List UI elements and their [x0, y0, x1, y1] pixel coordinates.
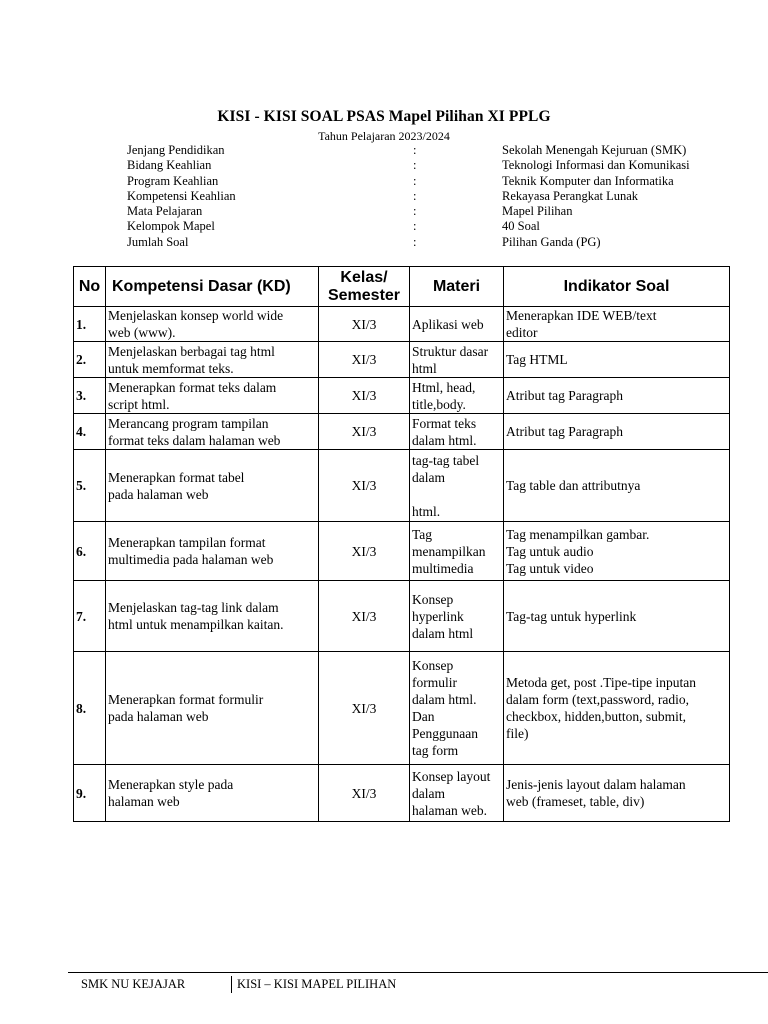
- indikator-soal-line: Atribut tag Paragraph: [506, 424, 623, 439]
- materi-line: Html, head,: [412, 379, 476, 395]
- materi-line: dalam: [412, 785, 445, 801]
- meta-row: [127, 174, 747, 189]
- footer-document-name: KISI – KISI MAPEL PILIHAN: [237, 977, 397, 991]
- indikator-soal-line: dalam form (text,password, radio,: [506, 692, 689, 707]
- header-kelas: Kelas/: [340, 268, 388, 286]
- meta-separator: :: [413, 219, 417, 234]
- meta-info: [127, 143, 747, 250]
- kelas-semester-cell: XI/3: [319, 307, 410, 342]
- indikator-soal-line: Tag-tag untuk hyperlink: [506, 608, 637, 624]
- materi-cell: [410, 378, 504, 414]
- table-row: [74, 307, 730, 342]
- indikator-soal-line: Metoda get, post .Tipe-tipe inputan: [506, 675, 696, 690]
- meta-separator: :: [413, 204, 417, 219]
- footer-rule: [68, 972, 768, 973]
- materi-cell: [410, 414, 504, 450]
- table-row: [74, 342, 730, 378]
- meta-label: Jumlah Soal: [127, 234, 189, 249]
- kompetensi-dasar-line: Menerapkan format teks dalam: [108, 379, 277, 395]
- indikator-soal-line: Tag untuk audio: [506, 543, 594, 559]
- kompetensi-dasar-cell: [106, 581, 319, 652]
- indikator-soal-line: Tag HTML: [506, 352, 568, 367]
- table-row: [74, 652, 730, 765]
- kompetensi-dasar-line: web (www).: [108, 325, 176, 340]
- meta-separator: :: [413, 173, 417, 188]
- kompetensi-dasar-line: Menjelaskan konsep world wide: [108, 308, 284, 323]
- materi-line: hyperlink: [412, 608, 464, 624]
- materi-line: formulir: [412, 675, 457, 690]
- header-kompetensi-dasar: Kompetensi Dasar (KD): [106, 267, 319, 307]
- header-materi: Materi: [410, 267, 504, 307]
- materi-line: dalam: [412, 469, 445, 485]
- meta-value: Rekayasa Perangkat Lunak: [502, 188, 639, 203]
- kompetensi-dasar-line: pada halaman web: [108, 486, 209, 502]
- meta-separator: :: [413, 234, 417, 249]
- kompetensi-dasar-cell: [106, 307, 319, 342]
- table-row: [74, 378, 730, 414]
- indikator-soal-line: web (frameset, table, div): [506, 794, 645, 809]
- materi-line: [412, 486, 501, 503]
- meta-label: Kelompok Mapel: [127, 219, 215, 234]
- indikator-soal-line: Menerapkan IDE WEB/text: [506, 308, 657, 323]
- indikator-soal-line: checkbox, hidden,button, submit,: [506, 709, 686, 724]
- indikator-soal-line: editor: [506, 325, 538, 340]
- meta-row: [127, 143, 747, 158]
- indikator-soal-cell: [504, 414, 730, 450]
- header-no: No: [74, 267, 106, 307]
- table-row: [74, 450, 730, 522]
- meta-value: Mapel Pilihan: [502, 204, 573, 219]
- materi-line: html.: [412, 503, 441, 519]
- header-kelas-semester: [319, 267, 410, 307]
- materi-line: tag-tag tabel: [412, 452, 480, 468]
- indikator-soal-cell: [504, 765, 730, 822]
- meta-row: [127, 189, 747, 204]
- materi-cell: [410, 342, 504, 378]
- materi-cell: [410, 450, 504, 522]
- meta-row: [127, 235, 747, 250]
- kompetensi-dasar-line: Menjelaskan berbagai tag html: [108, 343, 275, 359]
- row-number: 1.: [74, 307, 106, 342]
- kompetensi-dasar-line: Menerapkan tampilan format: [108, 535, 266, 550]
- kompetensi-dasar-line: Merancang program tampilan: [108, 415, 269, 431]
- kompetensi-dasar-cell: [106, 765, 319, 822]
- table-row: [74, 414, 730, 450]
- indikator-soal-line: Jenis-jenis layout dalam halaman: [506, 777, 686, 792]
- materi-line: Aplikasi web: [412, 316, 484, 332]
- materi-line: dalam html.: [412, 432, 477, 448]
- materi-line: Konsep: [412, 658, 454, 673]
- indikator-soal-line: Tag table dan attributnya: [506, 478, 641, 493]
- materi-cell: [410, 522, 504, 581]
- kelas-semester-cell: XI/3: [319, 450, 410, 522]
- meta-value: Teknik Komputer dan Informatika: [502, 173, 674, 188]
- document-subtitle: Tahun Pelajaran 2023/2024: [318, 129, 450, 143]
- table-body: [74, 307, 730, 822]
- materi-line: Konsep layout: [412, 768, 491, 784]
- meta-separator: :: [413, 158, 417, 173]
- kelas-semester-cell: XI/3: [319, 378, 410, 414]
- indikator-soal-line: Tag untuk video: [506, 560, 594, 576]
- indikator-soal-cell: [504, 307, 730, 342]
- table-row: [74, 765, 730, 822]
- kompetensi-dasar-line: pada halaman web: [108, 709, 209, 724]
- materi-cell: [410, 765, 504, 822]
- kompetensi-dasar-line: Menerapkan format tabel: [108, 469, 245, 485]
- meta-separator: :: [413, 143, 417, 157]
- materi-line: html: [412, 360, 437, 376]
- kelas-semester-cell: XI/3: [319, 342, 410, 378]
- kompetensi-dasar-cell: [106, 414, 319, 450]
- row-number: 6.: [74, 522, 106, 581]
- meta-label: Mata Pelajaran: [127, 204, 203, 219]
- kompetensi-dasar-line: format teks dalam halaman web: [108, 432, 281, 448]
- materi-line: tag form: [412, 743, 459, 758]
- meta-value: Teknologi Informasi dan Komunikasi: [502, 158, 690, 173]
- footer-school-name: SMK NU KEJAJAR: [81, 977, 186, 991]
- meta-row: [127, 204, 747, 219]
- kompetensi-dasar-cell: [106, 378, 319, 414]
- header-indikator-soal: Indikator Soal: [504, 267, 730, 307]
- indikator-soal-cell: [504, 378, 730, 414]
- meta-separator: :: [413, 188, 417, 203]
- row-number: 5.: [74, 450, 106, 522]
- materi-cell: [410, 307, 504, 342]
- meta-label: Bidang Keahlian: [127, 158, 212, 173]
- kisi-table: [73, 266, 730, 822]
- materi-cell: [410, 581, 504, 652]
- kompetensi-dasar-cell: [106, 522, 319, 581]
- materi-line: Penggunaan: [412, 726, 478, 741]
- kompetensi-dasar-line: html untuk menampilkan kaitan.: [108, 617, 284, 632]
- kelas-semester-cell: XI/3: [319, 581, 410, 652]
- kompetensi-dasar-line: halaman web: [108, 794, 180, 809]
- meta-row: [127, 158, 747, 173]
- meta-label: Kompetensi Keahlian: [127, 188, 236, 203]
- indikator-soal-line: file): [506, 726, 529, 741]
- meta-value: Sekolah Menengah Kejuruan (SMK): [502, 143, 687, 157]
- table-row: [74, 581, 730, 652]
- row-number: 8.: [74, 652, 106, 765]
- row-number: 7.: [74, 581, 106, 652]
- indikator-soal-line: Atribut tag Paragraph: [506, 388, 623, 403]
- kompetensi-dasar-line: Menerapkan style pada: [108, 777, 234, 792]
- row-number: 3.: [74, 378, 106, 414]
- indikator-soal-cell: [504, 652, 730, 765]
- kompetensi-dasar-line: Menerapkan format formulir: [108, 692, 264, 707]
- materi-line: halaman web.: [412, 802, 487, 818]
- kompetensi-dasar-line: untuk memformat teks.: [108, 360, 234, 376]
- indikator-soal-cell: [504, 450, 730, 522]
- materi-line: dalam html: [412, 625, 474, 641]
- indikator-soal-line: Tag menampilkan gambar.: [506, 526, 650, 542]
- materi-line: dalam html.: [412, 692, 477, 707]
- table-row: [74, 522, 730, 581]
- row-number: 9.: [74, 765, 106, 822]
- footer-divider: [231, 976, 232, 993]
- row-number: 4.: [74, 414, 106, 450]
- kelas-semester-cell: XI/3: [319, 414, 410, 450]
- kompetensi-dasar-cell: [106, 652, 319, 765]
- indikator-soal-cell: [504, 342, 730, 378]
- kompetensi-dasar-line: script html.: [108, 396, 170, 412]
- kelas-semester-cell: XI/3: [319, 522, 410, 581]
- kompetensi-dasar-line: multimedia pada halaman web: [108, 552, 274, 567]
- kompetensi-dasar-line: Menjelaskan tag-tag link dalam: [108, 600, 279, 615]
- indikator-soal-cell: [504, 522, 730, 581]
- document-title: KISI - KISI SOAL PSAS Mapel Pilihan XI PPLG: [217, 108, 551, 125]
- meta-row: [127, 219, 747, 234]
- meta-value: 40 Soal: [502, 219, 540, 234]
- materi-line: Struktur dasar: [412, 343, 489, 359]
- meta-value: Pilihan Ganda (PG): [502, 234, 601, 249]
- indikator-soal-cell: [504, 581, 730, 652]
- materi-line: multimedia: [412, 560, 474, 576]
- kompetensi-dasar-cell: [106, 450, 319, 522]
- materi-line: Dan: [412, 709, 435, 724]
- table-header-row: [74, 267, 730, 307]
- meta-label: Jenjang Pendidikan: [127, 143, 225, 157]
- materi-cell: [410, 652, 504, 765]
- kelas-semester-cell: XI/3: [319, 652, 410, 765]
- header-semester: Semester: [327, 286, 401, 304]
- materi-line: Konsep: [412, 591, 454, 607]
- materi-line: Tag: [412, 526, 433, 542]
- row-number: 2.: [74, 342, 106, 378]
- kompetensi-dasar-cell: [106, 342, 319, 378]
- materi-line: Format teks: [412, 415, 477, 431]
- kelas-semester-cell: XI/3: [319, 765, 410, 822]
- materi-line: title,body.: [412, 396, 466, 412]
- materi-line: menampilkan: [412, 543, 486, 559]
- meta-label: Program Keahlian: [127, 173, 219, 188]
